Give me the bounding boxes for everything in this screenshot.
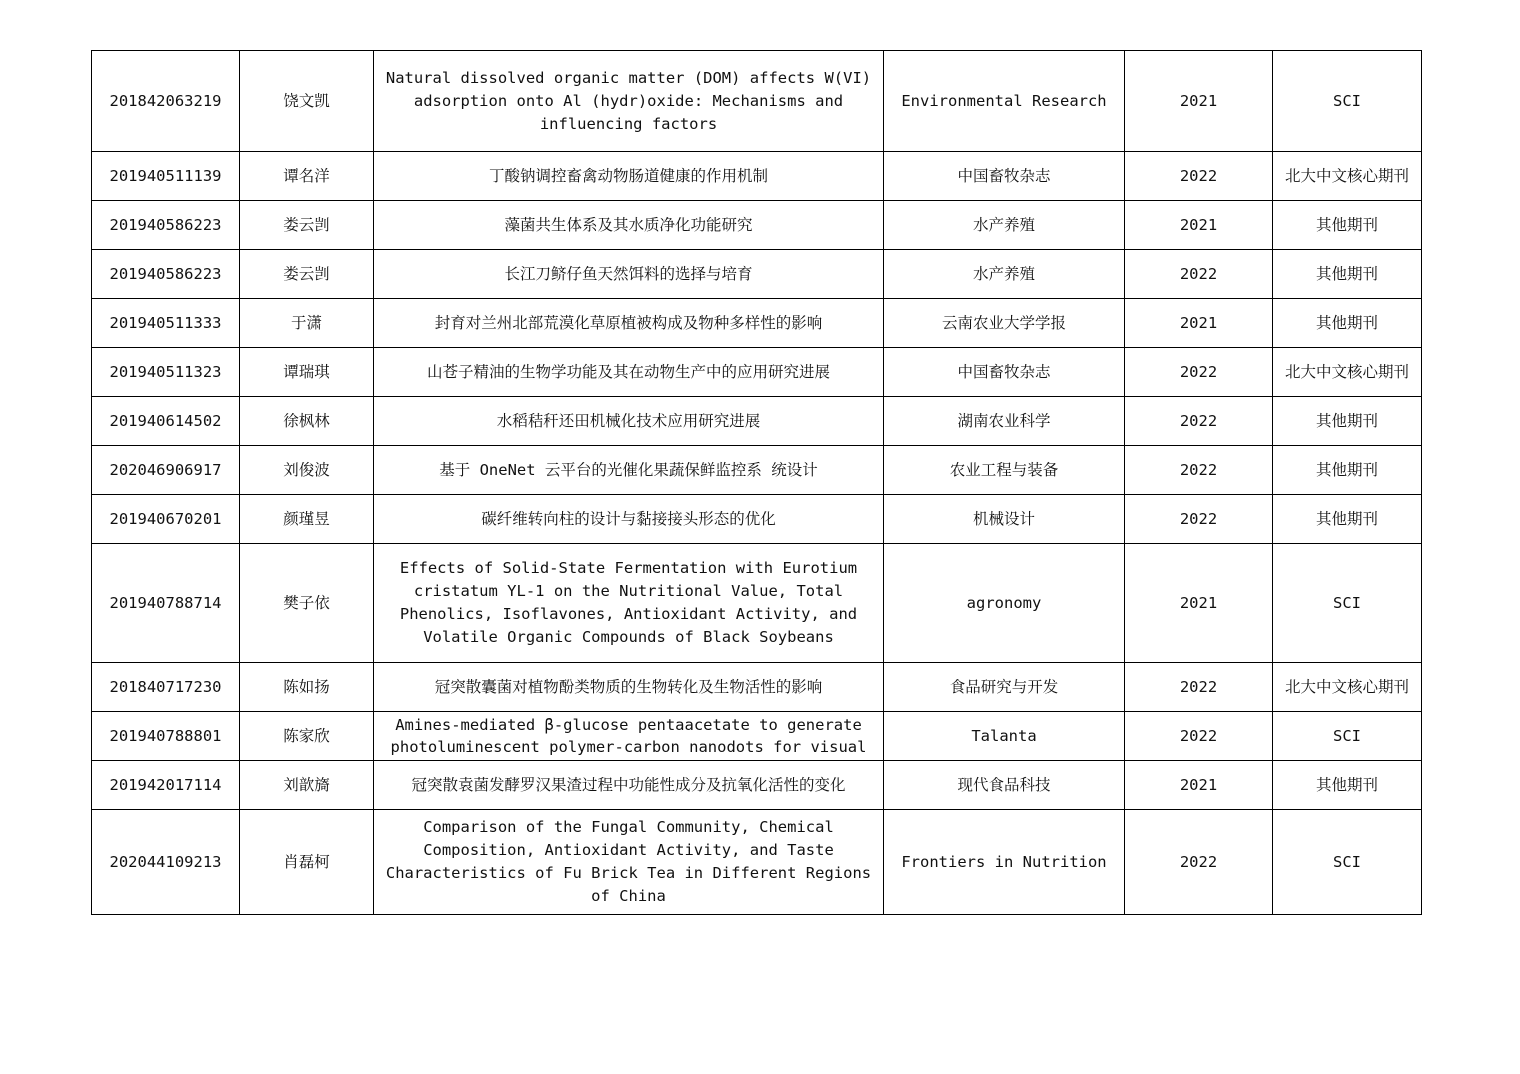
- journal-level-cell: 其他期刊: [1273, 397, 1422, 446]
- year-cell: 2022: [1125, 712, 1273, 761]
- student-id-cell: 201840717230: [92, 663, 240, 712]
- journal-cell: 湖南农业科学: [884, 397, 1125, 446]
- year-cell: 2021: [1125, 761, 1273, 810]
- paper-title-cell: Natural dissolved organic matter (DOM) affects W(VI) adsorption onto Al (hydr)oxide: Mechanisms and influencing factors: [374, 51, 884, 152]
- student-id-cell: 201940586223: [92, 250, 240, 299]
- paper-title-cell: 封育对兰州北部荒漠化草原植被构成及物种多样性的影响: [374, 299, 884, 348]
- journal-level-cell: 其他期刊: [1273, 446, 1422, 495]
- paper-title-cell: 基于 OneNet 云平台的光催化果蔬保鲜监控系 统设计: [374, 446, 884, 495]
- student-name-cell: 刘俊波: [240, 446, 374, 495]
- student-id-cell: 201842063219: [92, 51, 240, 152]
- year-cell: 2022: [1125, 495, 1273, 544]
- table-row: [92, 152, 1422, 201]
- student-id-cell: 202044109213: [92, 810, 240, 915]
- student-id-cell: 201942017114: [92, 761, 240, 810]
- table-row: [92, 201, 1422, 250]
- journal-level-cell: SCI: [1273, 712, 1422, 761]
- student-id-cell: 201940670201: [92, 495, 240, 544]
- student-name-cell: 刘歆旖: [240, 761, 374, 810]
- year-cell: 2022: [1125, 663, 1273, 712]
- table-row: [92, 299, 1422, 348]
- journal-cell: 水产养殖: [884, 201, 1125, 250]
- journal-level-cell: SCI: [1273, 810, 1422, 915]
- year-cell: 2022: [1125, 152, 1273, 201]
- table-row: [92, 544, 1422, 663]
- table-row: [92, 348, 1422, 397]
- student-name-cell: 肖磊柯: [240, 810, 374, 915]
- student-id-cell: 201940511333: [92, 299, 240, 348]
- paper-title-cell: 冠突散囊菌对植物酚类物质的生物转化及生物活性的影响: [374, 663, 884, 712]
- table-body: [92, 51, 1422, 915]
- student-id-cell: 202046906917: [92, 446, 240, 495]
- table-row: [92, 712, 1422, 761]
- journal-level-cell: 其他期刊: [1273, 201, 1422, 250]
- paper-title-cell: 冠突散袁菌发酵罗汉果渣过程中功能性成分及抗氧化活性的变化: [374, 761, 884, 810]
- table-row: [92, 51, 1422, 152]
- journal-cell: Frontiers in Nutrition: [884, 810, 1125, 915]
- table-row: [92, 446, 1422, 495]
- paper-title-cell: 藻菌共生体系及其水质净化功能研究: [374, 201, 884, 250]
- journal-level-cell: 其他期刊: [1273, 250, 1422, 299]
- student-id-cell: 201940511139: [92, 152, 240, 201]
- paper-title-text: Amines-mediated β-glucose pentaacetate to generate photoluminescent polymer-carbon nanodots for visual: [390, 716, 867, 756]
- journal-cell: 云南农业大学学报: [884, 299, 1125, 348]
- student-name-cell: 徐枫林: [240, 397, 374, 446]
- student-id-cell: 201940788801: [92, 712, 240, 761]
- table-row: [92, 663, 1422, 712]
- journal-cell: 现代食品科技: [884, 761, 1125, 810]
- year-cell: 2022: [1125, 397, 1273, 446]
- student-name-cell: 陈如扬: [240, 663, 374, 712]
- publication-table: [91, 50, 1422, 915]
- student-name-cell: 颜瑾昱: [240, 495, 374, 544]
- journal-cell: 机械设计: [884, 495, 1125, 544]
- journal-level-cell: 其他期刊: [1273, 761, 1422, 810]
- paper-title-cell: 长江刀鲚仔鱼天然饵料的选择与培育: [374, 250, 884, 299]
- year-cell: 2021: [1125, 51, 1273, 152]
- journal-cell: 中国畜牧杂志: [884, 152, 1125, 201]
- year-cell: 2022: [1125, 810, 1273, 915]
- journal-level-cell: 其他期刊: [1273, 299, 1422, 348]
- paper-title-cell: Comparison of the Fungal Community, Chemical Composition, Antioxidant Activity, and Taste Characteristics of Fu Brick Tea in Different Regions of China: [374, 810, 884, 915]
- journal-cell: 食品研究与开发: [884, 663, 1125, 712]
- journal-level-cell: 北大中文核心期刊: [1273, 348, 1422, 397]
- journal-cell: 农业工程与装备: [884, 446, 1125, 495]
- journal-level-cell: 北大中文核心期刊: [1273, 152, 1422, 201]
- journal-level-cell: SCI: [1273, 51, 1422, 152]
- paper-title-cell: 碳纤维转向柱的设计与黏接接头形态的优化: [374, 495, 884, 544]
- student-name-cell: 饶文凯: [240, 51, 374, 152]
- paper-title-cell: 山苍子精油的生物学功能及其在动物生产中的应用研究进展: [374, 348, 884, 397]
- year-cell: 2022: [1125, 250, 1273, 299]
- year-cell: 2022: [1125, 348, 1273, 397]
- year-cell: 2021: [1125, 544, 1273, 663]
- year-cell: 2021: [1125, 201, 1273, 250]
- table-row: [92, 495, 1422, 544]
- journal-cell: Environmental Research: [884, 51, 1125, 152]
- journal-cell: agronomy: [884, 544, 1125, 663]
- journal-cell: Talanta: [884, 712, 1125, 761]
- table-row: [92, 761, 1422, 810]
- journal-cell: 水产养殖: [884, 250, 1125, 299]
- journal-level-cell: 其他期刊: [1273, 495, 1422, 544]
- year-cell: 2021: [1125, 299, 1273, 348]
- journal-cell: 中国畜牧杂志: [884, 348, 1125, 397]
- journal-level-cell: 北大中文核心期刊: [1273, 663, 1422, 712]
- student-id-cell: 201940614502: [92, 397, 240, 446]
- student-name-cell: 陈家欣: [240, 712, 374, 761]
- paper-title-cell: 水稻秸秆还田机械化技术应用研究进展: [374, 397, 884, 446]
- student-id-cell: 201940586223: [92, 201, 240, 250]
- student-name-cell: 娄云剀: [240, 201, 374, 250]
- student-name-cell: 谭瑞琪: [240, 348, 374, 397]
- table-row: [92, 397, 1422, 446]
- paper-title-cell: Effects of Solid-State Fermentation with Eurotium cristatum YL-1 on the Nutritional Value, Total Phenolics, Isoflavones, Antioxidant Activity, and Volatile Organic Compounds of Black Soybeans: [374, 544, 884, 663]
- student-name-cell: 于潇: [240, 299, 374, 348]
- paper-title-cell: [374, 712, 884, 761]
- table-row: [92, 810, 1422, 915]
- student-id-cell: 201940511323: [92, 348, 240, 397]
- student-name-cell: 谭名洋: [240, 152, 374, 201]
- student-id-cell: 201940788714: [92, 544, 240, 663]
- student-name-cell: 樊子依: [240, 544, 374, 663]
- year-cell: 2022: [1125, 446, 1273, 495]
- student-name-cell: 娄云剀: [240, 250, 374, 299]
- table-row: [92, 250, 1422, 299]
- paper-title-cell: 丁酸钠调控畜禽动物肠道健康的作用机制: [374, 152, 884, 201]
- journal-level-cell: SCI: [1273, 544, 1422, 663]
